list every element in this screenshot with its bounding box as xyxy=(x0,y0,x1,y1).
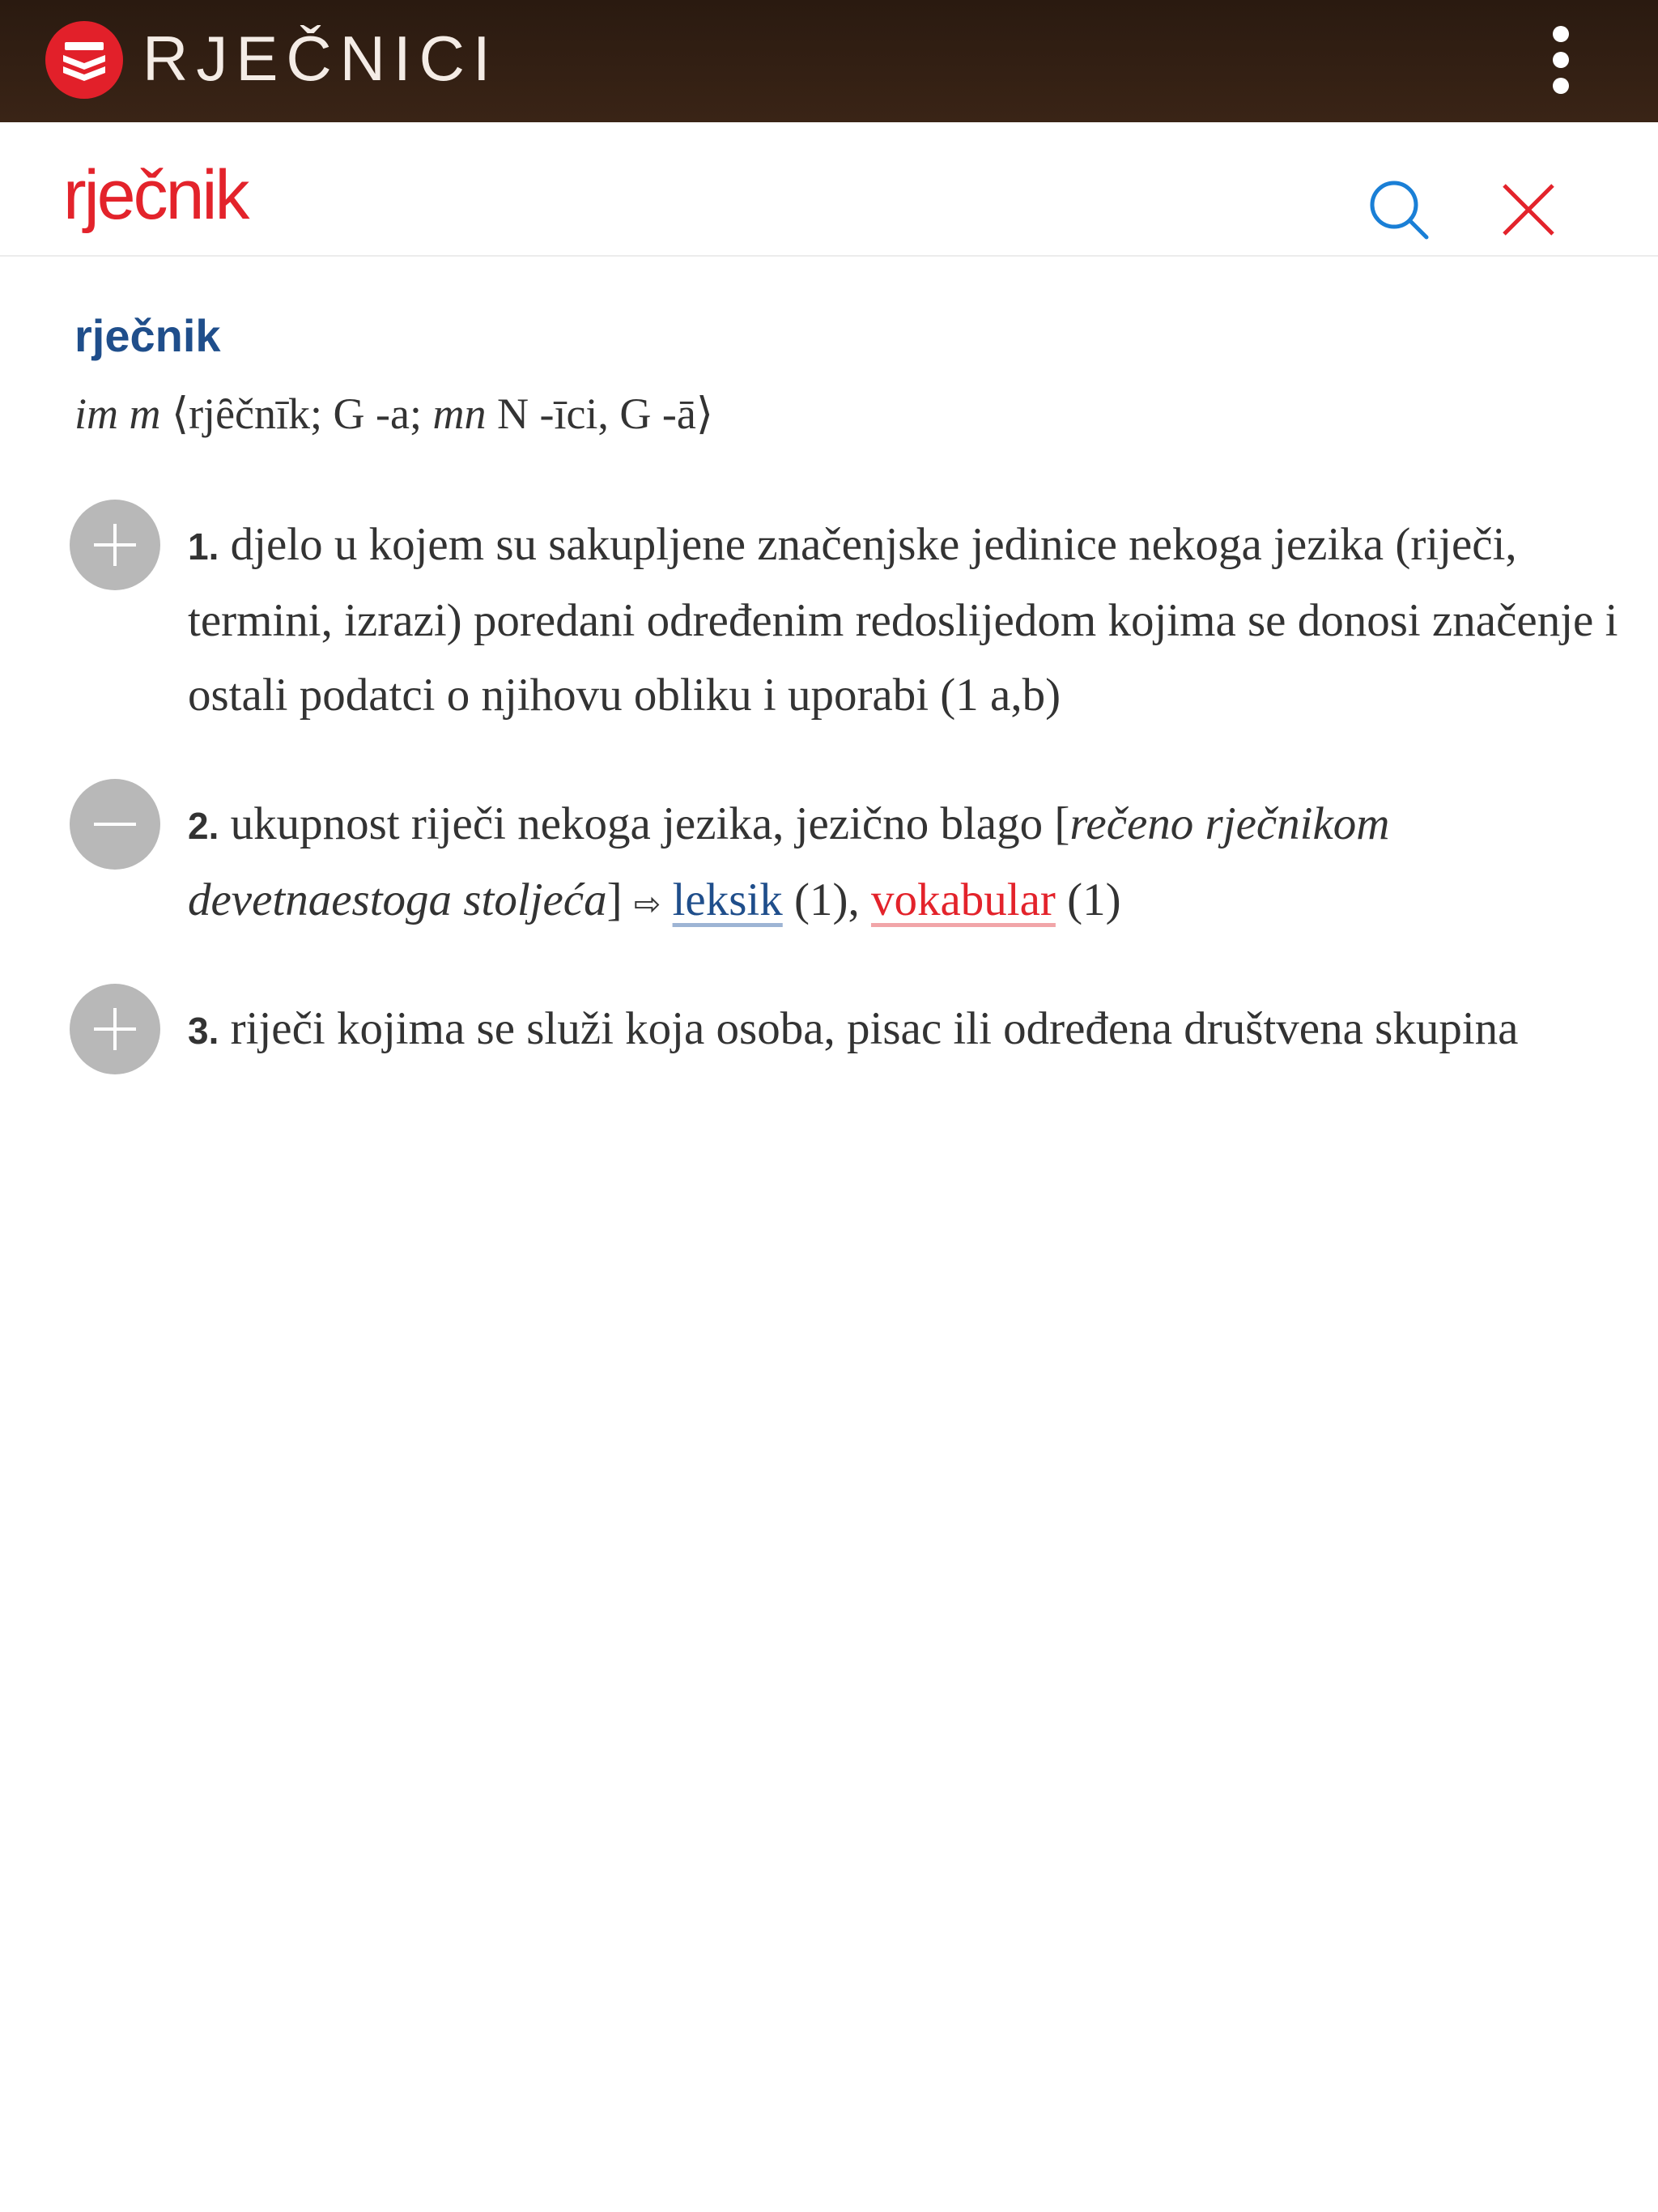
sense-number: 1. xyxy=(188,525,219,568)
sense-definition: riječi kojima se služi koja osoba, pisac ili određena društvena skupina xyxy=(219,1003,1519,1054)
search-input[interactable] xyxy=(63,155,1278,236)
sense-text xyxy=(188,992,1637,1068)
close-icon xyxy=(1496,177,1561,242)
grammar-open-bracket: ⟨ xyxy=(172,389,189,438)
see-also-arrow-icon: ⇨ xyxy=(633,886,661,923)
expand-sense-button[interactable] xyxy=(70,984,160,1074)
more-vertical-icon-dot xyxy=(1553,52,1569,68)
search-button[interactable] xyxy=(1367,177,1431,242)
expand-sense-button[interactable] xyxy=(70,500,160,590)
entry-grammar xyxy=(74,387,713,440)
link-vokabular[interactable]: vokabular xyxy=(870,874,1056,925)
grammar-forms: rjȇčnīk; G -a; xyxy=(189,389,433,438)
more-options-button[interactable] xyxy=(1535,15,1587,104)
more-vertical-icon xyxy=(1553,26,1569,42)
clear-search-button[interactable] xyxy=(1496,177,1561,242)
app-title: RJEČNICI xyxy=(142,23,499,94)
sense-text xyxy=(188,787,1637,942)
sense-number: 2. xyxy=(188,805,219,847)
example-close: ] xyxy=(606,874,634,925)
book-stack-icon xyxy=(45,21,123,99)
search-bar xyxy=(0,122,1658,257)
link1-suffix: (1), xyxy=(782,874,871,925)
link2-suffix: (1) xyxy=(1055,874,1121,925)
sense-definition: djelo u kojem su sakupljene značenjske jedinice nekoga jezika (riječi, termini, izrazi) poredani određenim redoslijedom kojima se donosi značenje i ostali podatci o njihovu obliku i uporabi (1 a,b) xyxy=(188,519,1618,721)
sense-number: 3. xyxy=(188,1010,219,1052)
search-icon xyxy=(1367,177,1431,242)
grammar-close-bracket: ⟩ xyxy=(695,389,713,438)
part-of-speech: im m xyxy=(74,389,161,438)
more-vertical-icon-dot xyxy=(1553,78,1569,94)
link-leksik[interactable]: leksik xyxy=(672,874,783,925)
plural-label: mn xyxy=(432,389,487,438)
collapse-sense-button[interactable] xyxy=(70,779,160,870)
plural-forms: N -īci, G -ā xyxy=(486,389,696,438)
sense-definition: ukupnost riječi nekoga jezika, jezično blago [ xyxy=(219,798,1070,849)
top-app-bar xyxy=(0,0,1658,122)
sense-text xyxy=(188,508,1637,733)
entry-headword: rječnik xyxy=(74,310,221,361)
usage-example: rečeno rječnikom devetnaestoga stoljeća xyxy=(188,798,1390,925)
